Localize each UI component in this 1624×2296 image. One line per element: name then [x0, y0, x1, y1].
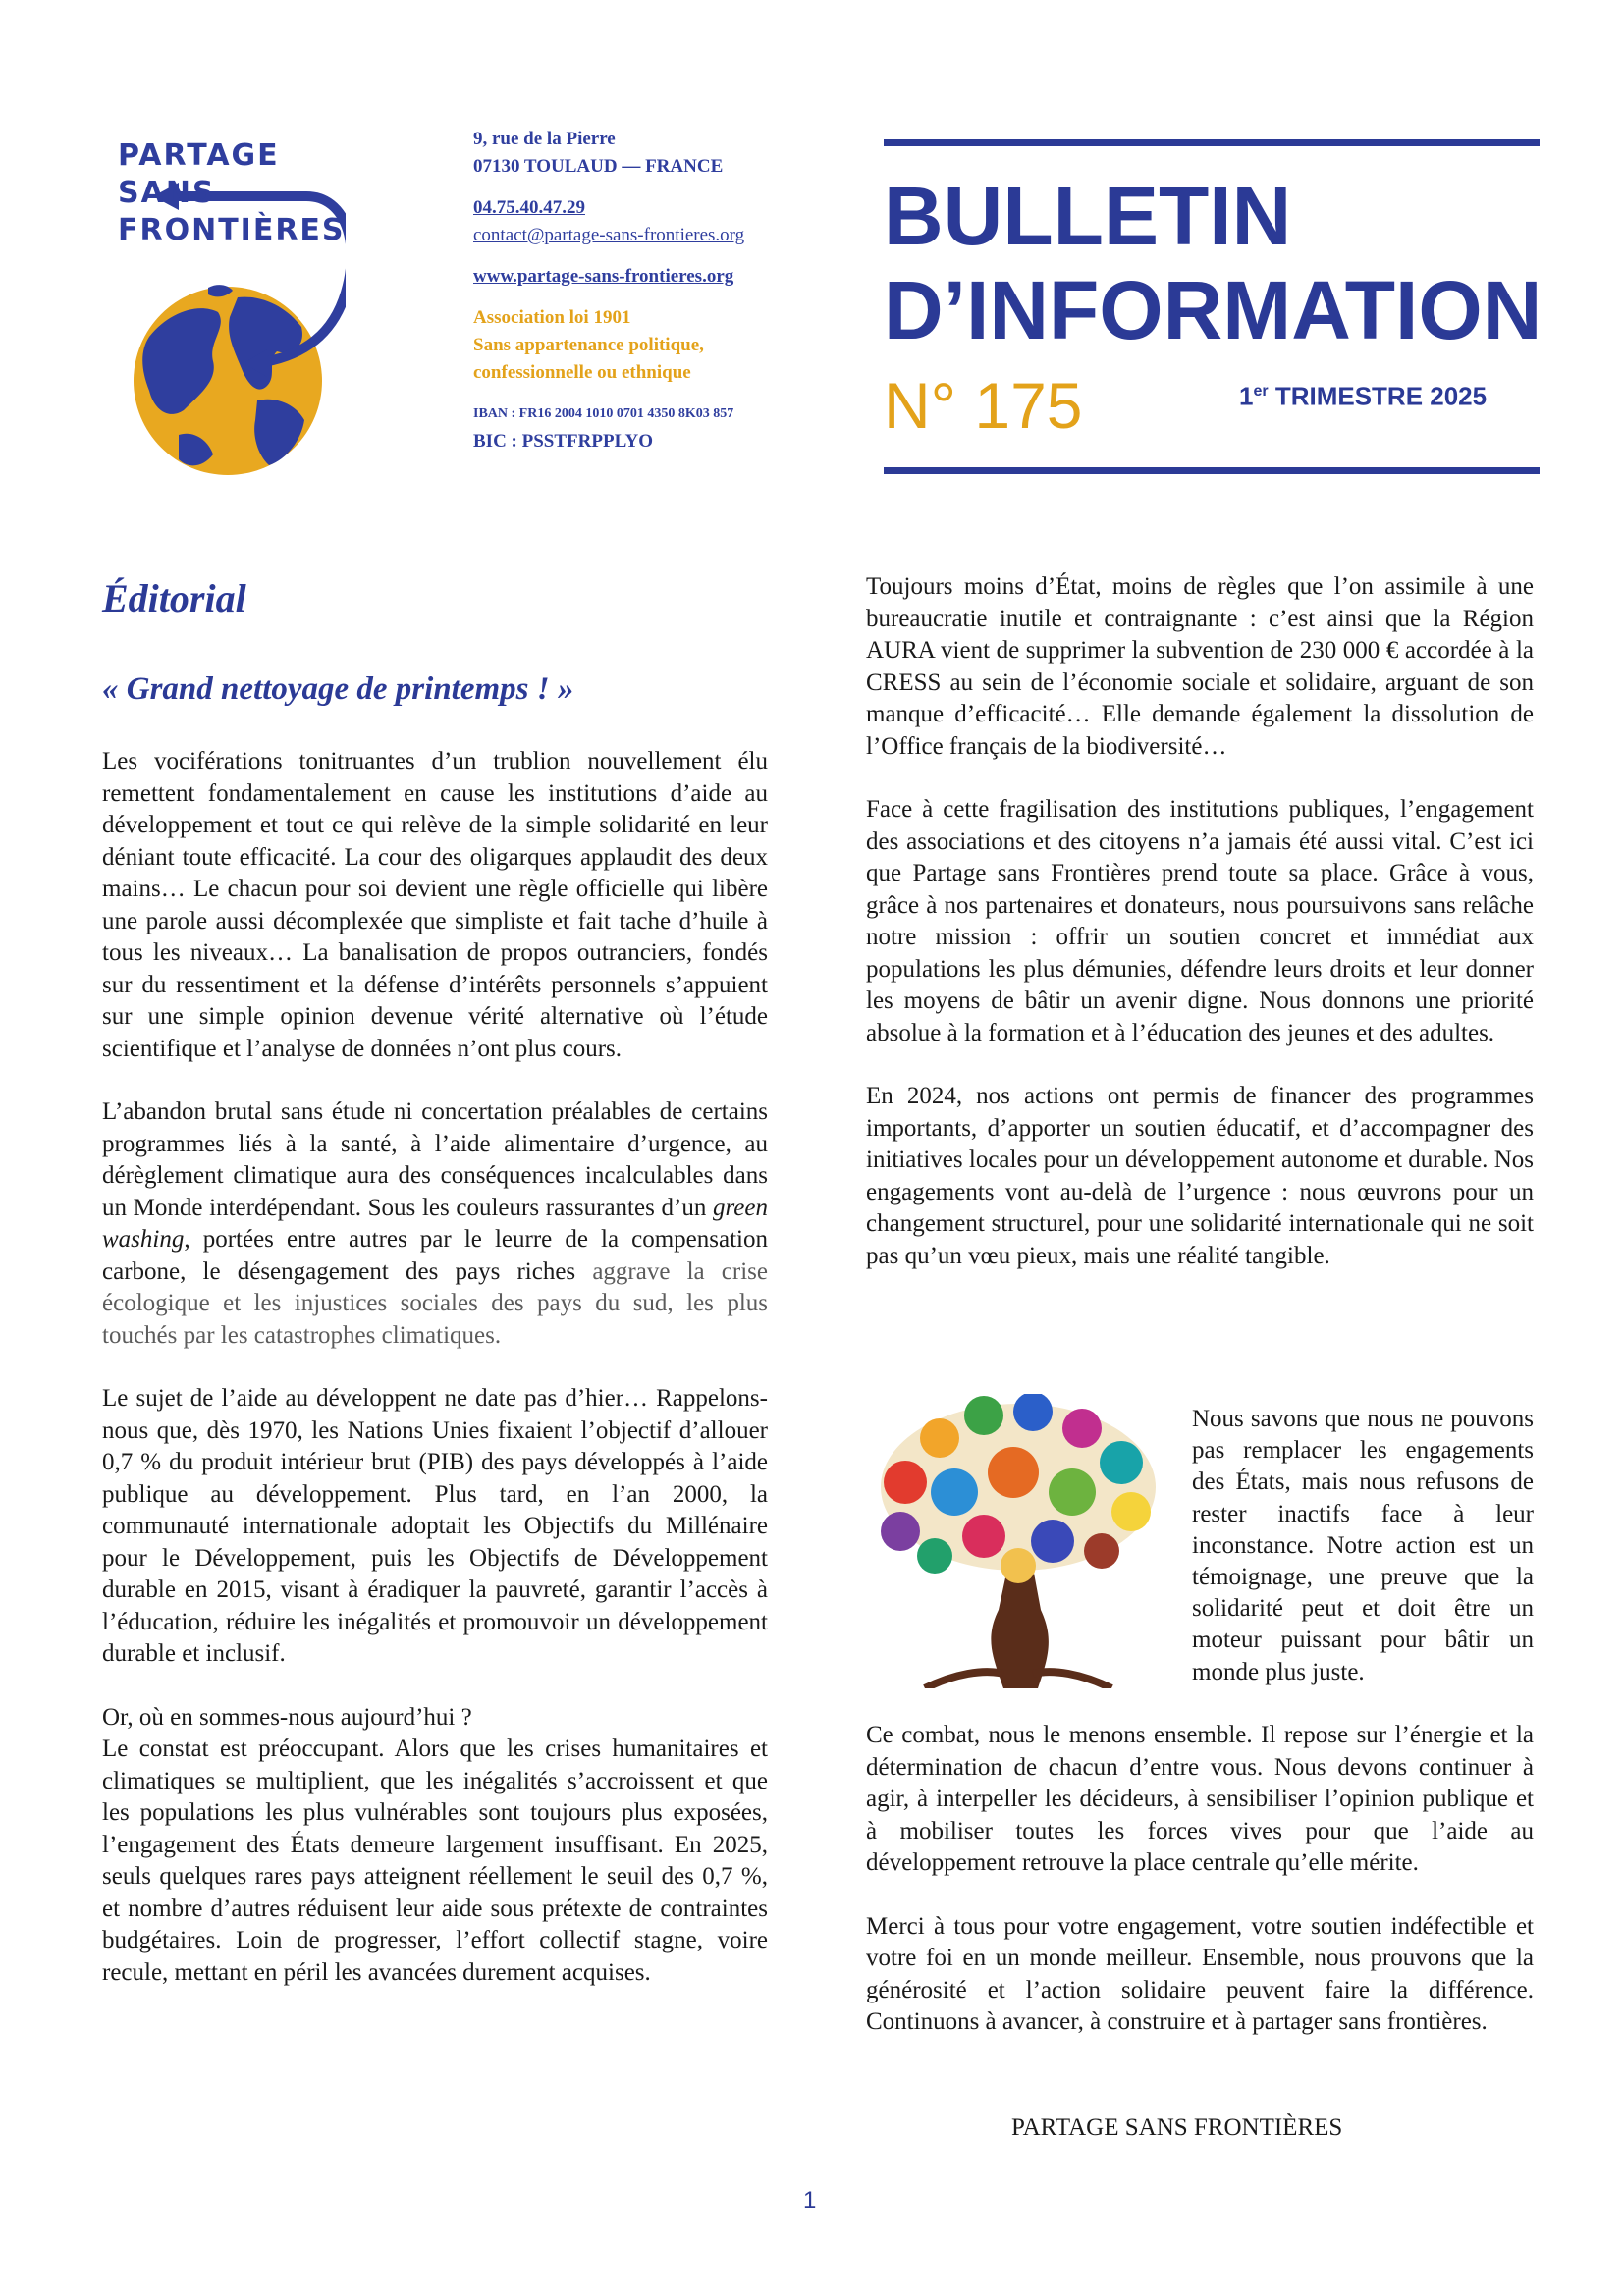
quarter-number: 1 [1239, 381, 1254, 411]
paragraph: Le sujet de l’aide au développent ne date pas d’hier… Rappelons-nous que, dès 1970, les Nations Unies fixaient l’objectif d’allouer 0,7 % du produit intérieur brut (PIB) des pays développés à l’aide publique au développement. Plus tard, en l’an 2000, la communauté internationale adoptait les Objectifs du Millénaire pour le Développement, puis les Objectifs de Développement durable en 2015, visant à éradiquer la pauvreté, garantir l’accès à l’éducation, réduire les inégalités et promouvoir un développement durable et inclusif. [102, 1385, 768, 1667]
paragraph-text: Le constat est préoccupant. Alors que les crises humanitaires et climatiques se multiplient, que les inégalités s’accroissent et que les populations les plus vulnérables sont toujours plus exposées, l’engagement des États demeure largement insuffisant. En 2025, seuls quelques rares pays atteignent réellement le seuil des 0,7 %, et nombre d’autres réduisent leur aide sous prétexte de contraintes budgétaires. Loin de progresser, l’effort collectif stagne, voire recule, mettant en péril les avancées durement acquises. [102, 1735, 768, 1986]
quarter-suffix: er [1253, 383, 1269, 400]
question-line: Or, où en sommes-nous aujourd’hui ? [102, 1703, 472, 1731]
phone-link[interactable]: 04.75.40.47.29 [473, 197, 585, 218]
paragraph-text-grey: aggrave la crise écologique et les injustices sociales des pays du sud, les plus touchés par les catastrophes climatiques. [102, 1257, 768, 1349]
right-column-continued [866, 1720, 1534, 2070]
hands-tree-illustration [866, 1394, 1170, 1688]
quarter-text: TRIMESTRE 2025 [1268, 381, 1488, 411]
logo-wordmark [118, 137, 353, 249]
emphasis: green washing [102, 1194, 768, 1253]
association-line-3: confessionnelle ou ethnique [473, 362, 691, 383]
iban: IBAN : FR16 2004 1010 0701 4350 8K03 857 [473, 406, 734, 421]
page-number: 1 [803, 2187, 817, 2214]
bulletin-title-line-1: BULLETIN [884, 170, 1292, 262]
association-line-1: Association loi 1901 [473, 307, 631, 328]
issue-number: N° 175 [884, 369, 1083, 442]
logo-line-3: FRONTIÈRES [118, 213, 346, 247]
bulletin-title [884, 169, 1551, 357]
paragraph: Merci à tous pour votre engagement, votre soutien indéfectible et votre foi en un monde meilleur. Ensemble, nous prouvons que la générosité et l’action solidaire peuvent faire la différence. Continuons à avancer, à construire et à partager sans frontières. [866, 1912, 1534, 2035]
paragraph-text: L’abandon brutal sans étude ni concertation préalables de certains programmes liés à la santé, à l’aide alimentaire d’urgence, au dérèglement climatique aura des conséquences incalculables dans un Monde interdépendant. Sous les couleurs rassurantes d’un [102, 1098, 768, 1221]
left-column [102, 746, 768, 1989]
tree-wrap-text: Nous savons que nous ne pouvons pas remplacer les engagements des États, mais nous refusons de rester inactifs face à leur inconstance. Notre action est un témoignage, une preuve que la solidarité peut et doit être un moteur puissant pour bâtir un monde plus juste. [1192, 1406, 1534, 1685]
paragraph [102, 1096, 768, 1352]
email-link[interactable]: contact@partage-sans-frontieres.org [473, 225, 745, 245]
paragraph: En 2024, nos actions ont permis de financer des programmes importants, d’apporter un soutien éducatif, et d’accompagner des initiatives locales pour un développement autonome et durable. Nos engagements vont au-delà de l’urgence : nous œuvrons pour un changement structurel, pour une solidarité internationale qui ne soit pas qu’un vœu pieux, mais une réalité tangible. [866, 1083, 1534, 1269]
paragraph: Ce combat, nous le menons ensemble. Il repose sur l’énergie et la détermination de chacun d’entre vous. Nous devons continuer à agir, à interpeller les décideurs, à sensibiliser l’opinion publique et à mobiliser toutes les forces vives pour que l’aide au développement retrouve la place centrale qu’elle mérite. [866, 1722, 1534, 1876]
bulletin-title-line-2: D’INFORMATION [884, 264, 1543, 356]
issue-quarter [1239, 375, 1487, 413]
signature: PARTAGE SANS FRONTIÈRES [1011, 2114, 1343, 2141]
address-line-1: 9, rue de la Pierre [473, 129, 616, 149]
logo-line-2: SANS [118, 176, 216, 210]
paragraph: Face à cette fragilisation des institutions publiques, l’engagement des associations et des citoyens n’a jamais été aussi vital. C’est ici que Partage sans Frontières prend toute sa place. Grâce à vous, grâce à nos partenaires et donateurs, nous poursuivons sans relâche notre mission : offrir un soutien concret et immédiat aux populations les plus démunies, défendre leurs droits et leur donner les moyens de bâtir un avenir digne. Nous donnons une priorité absolue à la formation et à l’éducation des jeunes et des adultes. [866, 796, 1534, 1046]
contact-block [473, 126, 827, 455]
address-line-2: 07130 TOULAUD — FRANCE [473, 156, 724, 177]
paragraph-text: , portées entre autres par le leurre de la compensation carbone, le désengagement des pays riches [102, 1226, 768, 1285]
right-column [866, 571, 1534, 1304]
association-line-2: Sans appartenance politique, [473, 335, 704, 355]
masthead-top-rule [884, 139, 1540, 146]
masthead-bottom-rule [884, 467, 1540, 474]
logo-line-1: PARTAGE [118, 138, 280, 173]
bic: BIC : PSSTFRPPLYO [473, 431, 653, 452]
paragraph: Les vociférations tonitruantes d’un trublion nouvellement élu remettent fondamentalement en cause les institutions d’aide au développement et tout ce qui relève de la simple solidarité en leur déniant toute efficacité. La cour des oligarques applaudit des deux mains… Le chacun pour soi devient une règle officielle qui libère une parole aussi décomplexée que simpliste et fait tache d’huile à tous les niveaux… La banalisation de propos outranciers, fondés sur du ressentiment et la défense d’intérêts personnels s’appuient sur une simple opinion devenue vérité alternative où l’étude scientifique et l’analyse de données n’ont plus cours. [102, 748, 768, 1062]
editorial-subtitle: « Grand nettoyage de printemps ! » [102, 671, 574, 707]
website-link[interactable]: www.partage-sans-frontieres.org [473, 266, 734, 287]
tree-section [866, 1394, 1534, 1688]
editorial-heading: Éditorial [102, 576, 246, 620]
paragraph: Toujours moins d’État, moins de règles que l’on assimile à une bureaucratie inutile et contraignante : c’est ainsi que la Région AURA vient de supprimer la subvention de 230 000 € accordée à la CRESS au sein de l’économie sociale et solidaire, arguant de son manque d’efficacité… Elle demande également la dissolution de l’Office français de la biodiversité… [866, 573, 1534, 760]
paragraph [102, 1702, 768, 1990]
